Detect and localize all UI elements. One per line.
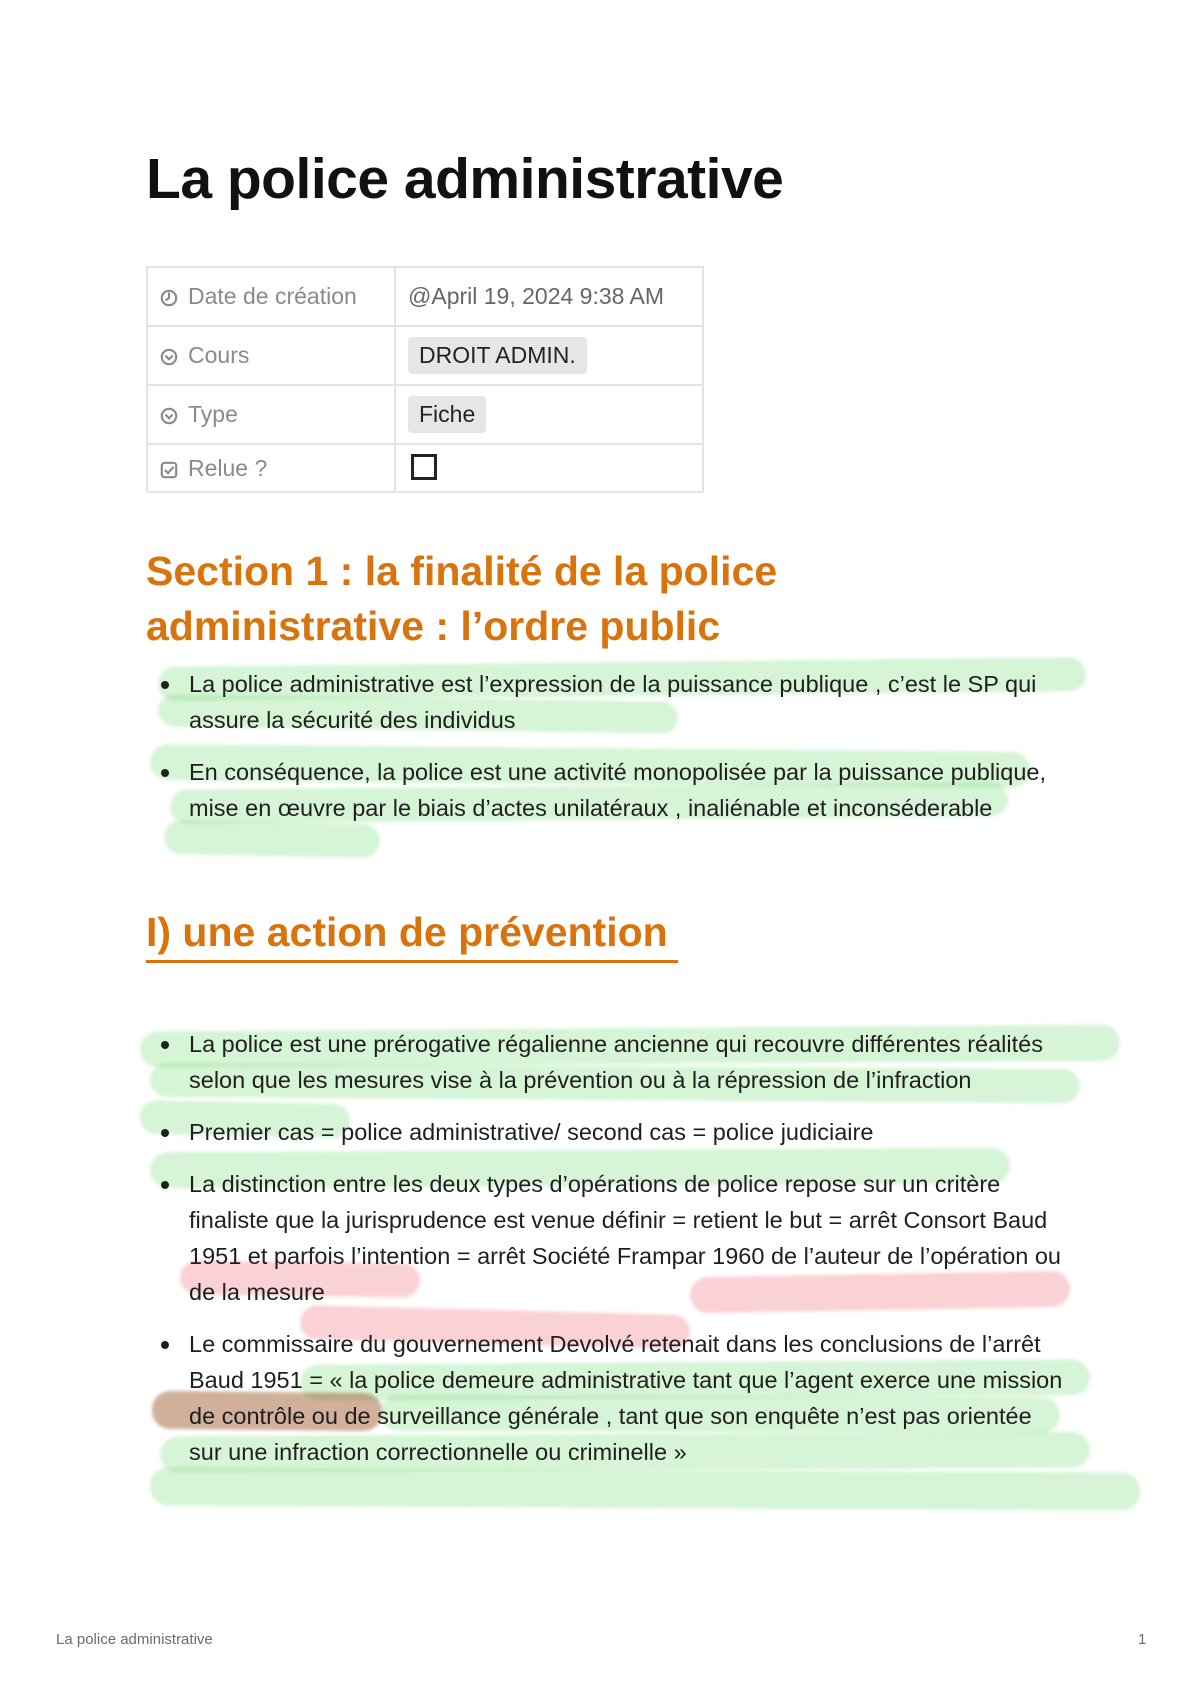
- type-tag[interactable]: Fiche: [408, 396, 486, 433]
- properties-table: [146, 266, 704, 493]
- property-key-label: Cours: [188, 342, 250, 368]
- reread-value: [395, 444, 703, 492]
- reread-checkbox[interactable]: [411, 454, 437, 480]
- type-value[interactable]: [395, 385, 703, 444]
- part1-bullets: [148, 1026, 1068, 1470]
- list-item: [148, 1114, 1068, 1150]
- course-value[interactable]: [395, 326, 703, 385]
- section-heading: Section 1 : la finalité de la police administrative : l’ordre public: [146, 548, 778, 649]
- highlight-stroke: [150, 1467, 1140, 1510]
- list-item-text: La police administrative est l’expression de la puissance publique , c’est le SP qui assure la sécurité des individus: [189, 671, 1037, 733]
- property-key: [147, 385, 395, 444]
- select-icon: [160, 407, 178, 425]
- list-item: [148, 754, 1068, 826]
- property-row: [147, 385, 703, 444]
- property-key: [147, 267, 395, 326]
- footer-title: La police administrative: [56, 1631, 213, 1648]
- list-item: [148, 666, 1068, 738]
- checkbox-icon: [160, 461, 178, 479]
- property-key: [147, 444, 395, 492]
- list-item: [148, 1166, 1068, 1310]
- list-item-text: La distinction entre les deux types d’opérations de police repose sur un critère finaliste que la jurisprudence est venue définir = retient le but = arrêt Consort Baud 1951 et parfois l’intention = arrêt Société Frampar 1960 de l’auteur de l’opération ou de la mesure: [189, 1171, 1062, 1305]
- property-key: [147, 326, 395, 385]
- list-item-text: En conséquence, la police est une activité monopolisée par la puissance publique, mise en œuvre par le biais d’actes unilatéraux , inaliénable et inconséderable: [189, 759, 1047, 821]
- list-item-text: Le commissaire du gouvernement Devolvé retenait dans les conclusions de l’arrêt Baud 1951 = « la police demeure administrative tant que l’agent exerce une mission de contrôle ou de surveillance générale , tant que son enquête n’est pas orientée sur une infraction correctionnelle ou criminelle »: [189, 1331, 1063, 1465]
- section1-bullets: [148, 666, 1068, 826]
- list-item: [148, 1326, 1068, 1470]
- property-row: [147, 267, 703, 326]
- list-item-text: Premier cas = police administrative/ second cas = police judiciaire: [189, 1119, 874, 1145]
- property-row: [147, 326, 703, 385]
- select-icon: [160, 348, 178, 366]
- footer-page-number: 1: [1138, 1631, 1147, 1648]
- property-key-label: Date de création: [188, 283, 357, 309]
- course-tag[interactable]: DROIT ADMIN.: [408, 337, 587, 374]
- property-key-label: Type: [188, 401, 238, 427]
- part-heading: I) une action de prévention: [146, 905, 678, 963]
- list-item-text: La police est une prérogative régalienne ancienne qui recouvre différentes réalités selon que les mesures vise à la prévention ou à la répression de l’infraction: [189, 1031, 1043, 1093]
- property-row: [147, 444, 703, 492]
- creation-date-value[interactable]: @April 19, 2024 9:38 AM: [395, 267, 703, 326]
- property-key-label: Relue ?: [188, 454, 268, 481]
- list-item: [148, 1026, 1068, 1098]
- page-title: La police administrative: [146, 147, 784, 211]
- clock-icon: [160, 289, 178, 307]
